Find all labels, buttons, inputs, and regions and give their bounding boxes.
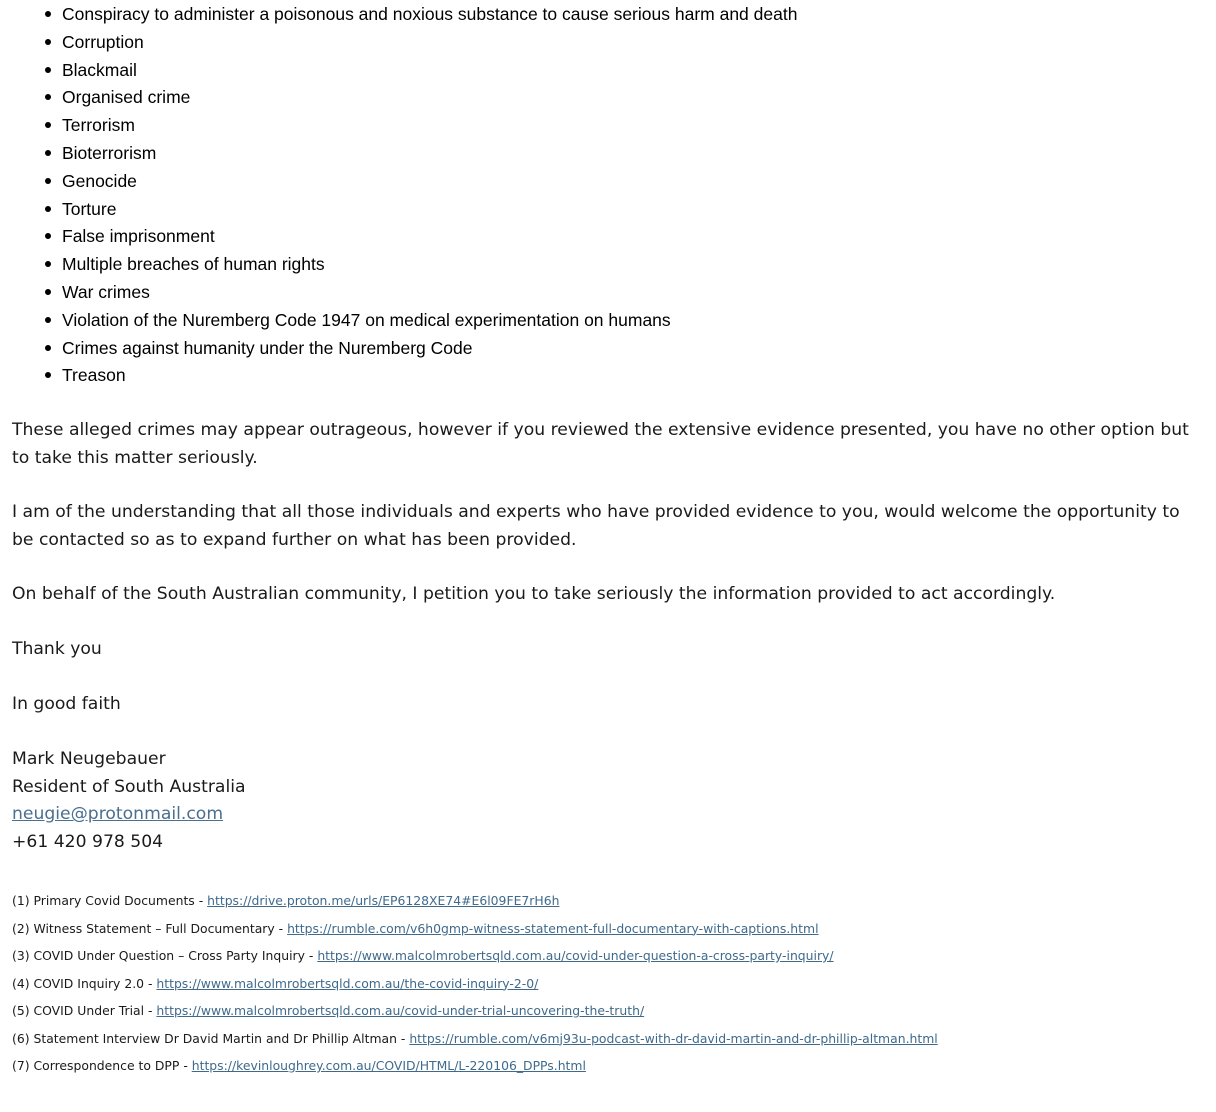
- list-item-text: Terrorism: [62, 115, 135, 136]
- paragraph-petition: On behalf of the South Australian community, I petition you to take seriously the information provided to act accordingly.: [12, 584, 1056, 604]
- list-item: [12, 139, 1202, 167]
- bullet-icon: [45, 178, 51, 184]
- bullet-icon: [45, 233, 51, 239]
- list-item: [12, 111, 1202, 139]
- reference-link[interactable]: https://drive.proton.me/urls/EP6128XE74#E6l09FE7rH6h: [207, 893, 560, 908]
- bullet-icon: [45, 94, 51, 100]
- reference-label: (5) COVID Under Trial -: [12, 1003, 157, 1018]
- list-item: [12, 250, 1202, 278]
- reference-label: (3) COVID Under Question – Cross Party Inquiry -: [12, 948, 318, 963]
- bullet-icon: [45, 11, 51, 17]
- reference-item: [12, 997, 938, 1025]
- signature-phone: +61 420 978 504: [12, 831, 164, 852]
- list-item-text: Treason: [62, 365, 126, 386]
- bullet-icon: [45, 122, 51, 128]
- reference-item: [12, 1052, 938, 1080]
- reference-link[interactable]: https://www.malcolmrobertsqld.com.au/the-covid-inquiry-2-0/: [156, 975, 539, 991]
- reference-label: (4) COVID Inquiry 2.0 -: [12, 975, 157, 991]
- list-item: [12, 56, 1202, 84]
- list-item: [12, 0, 1202, 28]
- list-item: [12, 334, 1202, 362]
- bullet-icon: [45, 345, 51, 351]
- list-item-text: Blackmail: [62, 59, 137, 80]
- closing-thank-you: Thank you: [12, 639, 102, 659]
- reference-item: [12, 915, 938, 943]
- bullet-icon: [45, 67, 51, 73]
- alleged-crimes-list: [12, 0, 1202, 389]
- list-item-text: Corruption: [62, 31, 144, 52]
- reference-label: (7) Correspondence to DPP -: [12, 1058, 192, 1073]
- list-item: [12, 195, 1202, 223]
- reference-link[interactable]: https://www.malcolmrobertsqld.com.au/covid-under-trial-uncovering-the-truth/: [156, 1003, 645, 1018]
- reference-label: (1) Primary Covid Documents -: [12, 893, 208, 908]
- paragraph-experts-contact: I am of the understanding that all those individuals and experts who have provided evidence to you, would welcome the opportunity to be contacted so as to expand further on what has been provided.: [12, 502, 1180, 550]
- list-item-text: Torture: [62, 198, 117, 219]
- bullet-icon: [45, 150, 51, 156]
- list-item-text: Genocide: [62, 170, 137, 191]
- list-item-text: Conspiracy to administer a poisonous and noxious substance to cause serious harm and death: [62, 4, 798, 24]
- signature-name: Mark Neugebauer: [12, 749, 166, 769]
- list-item: [12, 222, 1202, 250]
- list-item-text: War crimes: [62, 281, 150, 302]
- closing-good-faith: In good faith: [12, 694, 121, 714]
- signature-block: [12, 746, 246, 856]
- list-item-text: False imprisonment: [62, 226, 215, 247]
- email-link[interactable]: neugie@protonmail.com: [12, 804, 224, 825]
- bullet-icon: [45, 317, 51, 323]
- bullet-icon: [45, 39, 51, 45]
- list-item-text: Organised crime: [62, 87, 191, 108]
- list-item: [12, 306, 1202, 334]
- list-item-text: Bioterrorism: [62, 142, 157, 163]
- bullet-icon: [45, 372, 51, 378]
- reference-label: (2) Witness Statement – Full Documentary -: [12, 920, 288, 936]
- reference-link[interactable]: https://rumble.com/v6mj93u-podcast-with-dr-david-martin-and-dr-phillip-altman.html: [409, 1030, 938, 1046]
- signature-title: Resident of South Australia: [12, 776, 246, 797]
- reference-item: [12, 887, 938, 915]
- list-item: [12, 167, 1202, 195]
- reference-item: [12, 970, 938, 998]
- references-list: [12, 887, 938, 1080]
- list-item-text: Crimes against humanity under the Nuremberg Code: [62, 337, 473, 358]
- list-item-text: Multiple breaches of human rights: [62, 254, 325, 275]
- reference-label: (6) Statement Interview Dr David Martin and Dr Phillip Altman -: [12, 1030, 410, 1046]
- reference-item: [12, 942, 938, 970]
- list-item-text: Violation of the Nuremberg Code 1947 on medical experimentation on humans: [62, 309, 671, 330]
- bullet-icon: [45, 206, 51, 212]
- bullet-icon: [45, 289, 51, 295]
- reference-item: [12, 1025, 938, 1053]
- paragraph-outrageous-crimes: These alleged crimes may appear outrageous, however if you reviewed the extensive evidence presented, you have no other option but to take this matter seriously.: [12, 420, 1189, 468]
- letter-page: [12, 0, 1202, 1073]
- list-item: [12, 361, 1202, 389]
- reference-link[interactable]: https://kevinloughrey.com.au/COVID/HTML/L-220106_DPPs.html: [191, 1058, 586, 1073]
- reference-link[interactable]: https://www.malcolmrobertsqld.com.au/covid-under-question-a-cross-party-inquiry/: [317, 948, 834, 963]
- reference-link[interactable]: https://rumble.com/v6h0gmp-witness-statement-full-documentary-with-captions.html: [287, 920, 819, 936]
- list-item: [12, 278, 1202, 306]
- list-item: [12, 28, 1202, 56]
- list-item: [12, 83, 1202, 111]
- bullet-icon: [45, 261, 51, 267]
